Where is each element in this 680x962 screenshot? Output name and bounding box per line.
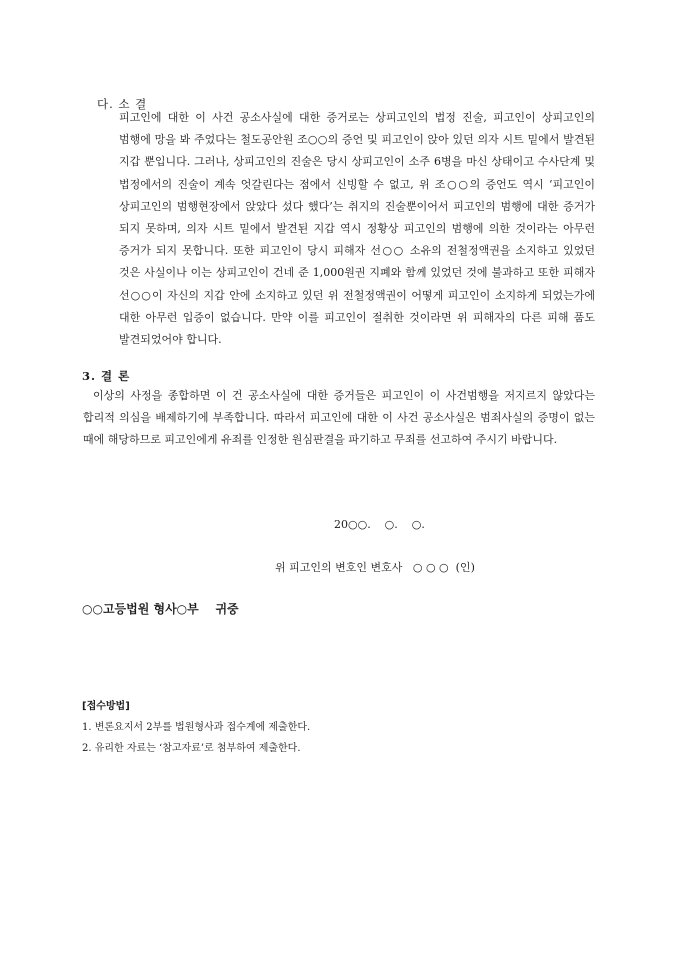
section-heading-conclusion: 3. 결 론 bbox=[82, 369, 131, 383]
document-date: 20○○. ○. ○. bbox=[334, 518, 425, 531]
submission-method-title: [접수방법] bbox=[82, 701, 130, 712]
submission-method-item: 1. 변론요지서 2부를 법원형사과 접수계에 제출한다. bbox=[82, 722, 311, 733]
submission-method-item: 2. 유리한 자료는 ‘참고자료’로 첨부하여 제출한다. bbox=[82, 743, 301, 754]
lawyer-signature: 위 피고인의 변호인 변호사 ○ ○ ○ (인) bbox=[275, 561, 475, 574]
court-addressee: ○○고등법원 형사○부 귀중 bbox=[82, 602, 239, 616]
conclusion-paragraph: 이상의 사정을 종합하면 이 건 공소사실에 대한 증거들은 피고인이 이 사건범행을 저지르지 않았다는 합리적 의심을 배제하기에 부족합니다. 따라서 피고인에 대한 이 사건 공소사실은 범죄사실의 증명이 없는 때에 해당하므로 피고인에게 유죄를 인정한 원심판결을 파기하고 무죄를 선고하여 주시기 바랍니다. bbox=[83, 389, 595, 447]
soga-paragraph: 피고인에 대한 이 사건 공소사실에 대한 증거로는 상피고인의 법정 진술, 피고인이 상피고인의 범행에 망을 봐 주었다는 철도공안원 조○○의 증언 및 피고인이 앉아 있던 의자 시트 밑에서 발견된 지갑 뿐입니다. 그러나, 상피고인의 진술은 당시 상피고인이 소주 6병을 마신 상태이고 수사단계 및 법정에서의 진술이 계속 엇갈린다는 점에서 신빙할 수 없고, 위 조○○의 증언도 역시 ‘피고인이 상피고인의 범행현장에서 앉았다 섰다 했다’는 취지의 진술뿐이어서 피고인의 범행에 대한 증거가 되지 못하며, 의자 시트 밑에서 발견된 지갑 역시 정황상 피고인의 범행에 의한 것이라는 아무런 증거가 되지 못합니다. 또한 피고인이 당시 피해자 선○○ 소유의 전철정액권을 소지하고 있었던 것은 사실이나 이는 상피고인이 건네 준 1,000원권 지폐와 함께 있었던 것에 불과하고 또한 피해자 선○○이 자신의 지갑 안에 소지하고 있던 위 전철정액권이 어떻게 피고인이 소지하게 되었는가에 대한 아무런 입증이 없습니다. 만약 이를 피고인이 절취한 것이라면 위 피해자의 다른 피해 품도 발견되었어야 합니다. bbox=[119, 111, 595, 347]
section-heading-soga: 다. 소 결 bbox=[97, 97, 148, 111]
